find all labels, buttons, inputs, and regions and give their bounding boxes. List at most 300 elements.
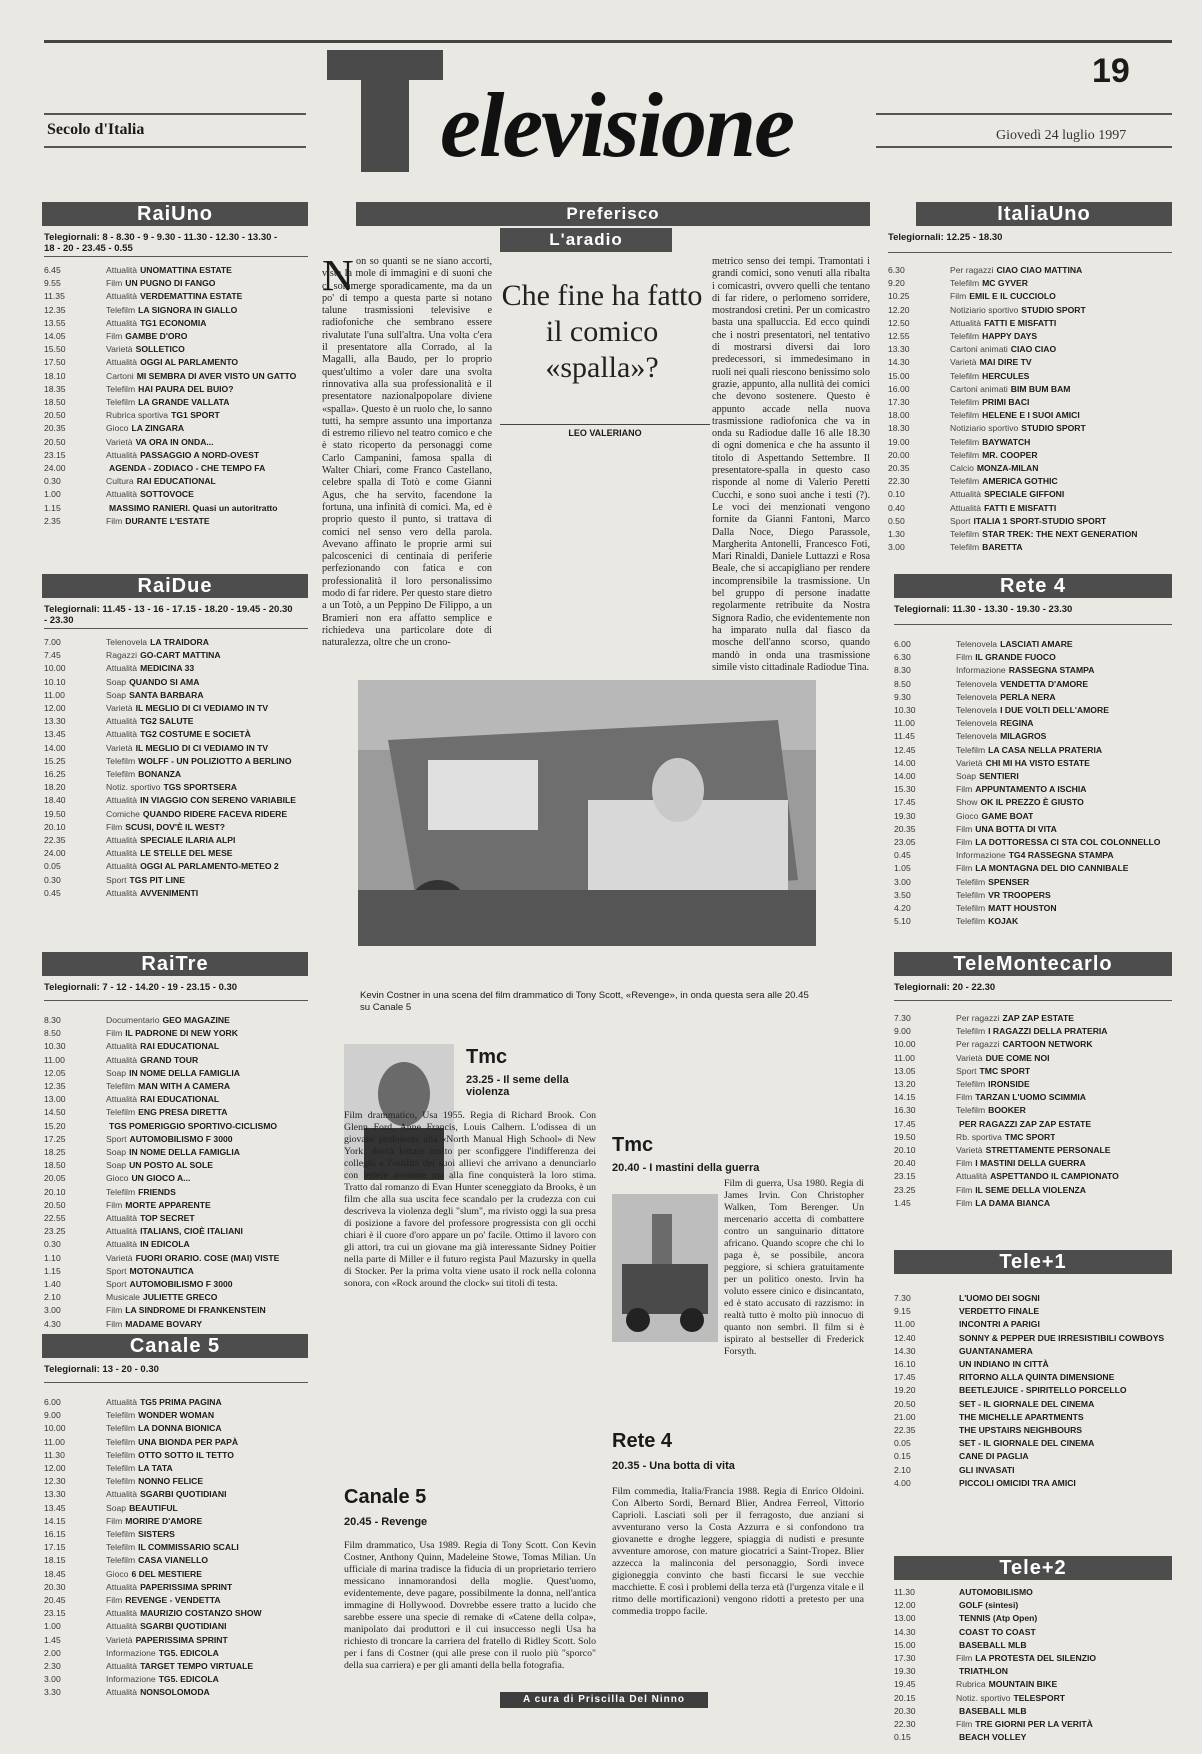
teleplus1-row — [894, 1464, 1172, 1477]
genre: Attualità — [106, 1239, 138, 1250]
time: 1.45 — [44, 1634, 61, 1645]
tmc-tg: Telegiornali: 20 - 22.30 — [894, 982, 996, 993]
genre: Telefilm — [106, 755, 136, 766]
genre: Telefilm — [956, 876, 986, 887]
rete4-row — [894, 810, 1172, 823]
teleplus1-row — [894, 1398, 1172, 1411]
rule — [44, 256, 308, 257]
raidue-row — [44, 636, 308, 649]
italiauno-row — [888, 541, 1172, 554]
rete4-row — [894, 783, 1172, 796]
laradio-header: L'aradio — [500, 228, 672, 252]
time: 19.00 — [888, 436, 910, 447]
genre: Telefilm — [950, 331, 980, 342]
revenge-photo — [358, 680, 816, 946]
genre: Attualità — [106, 861, 138, 872]
italiauno-row — [888, 356, 1172, 369]
genre: Attualità — [106, 663, 138, 674]
genre: Telefilm — [950, 397, 980, 408]
preferisco-column-3: metrico senso dei tempi. Tramontati i grandi comici, sono venuti alla ribalta i comicastri, ovvero quelli che tentano di far ridere, o perlomeno sorridere, mostrandosi cretini. Per un comicastro basta una spalluccia. Ed ecco quindi che i nostri presentatori, nel tentativo di mostrarsi diversi dai loro predecessori, si immedesimano in ruoli nei quali riescono benissimo solo grazie, appunto, alla nullità dei comici che devono sostenere. Questo è appunto accade nella nuova trasmissione radiofonica che va in onda su Radiodue dalle 16 alle 18.30 di ogni domenica e che ha assunto il titolo di Aspettando Settembre. Il presentatore-spalla in questo caso risponde al nome di Valerio Peretti Cucchi, e sono suoi anche i testi (?). Le voci dei menzionati vengono fornite da Gianni Fantoni, Marco Dalla Noce, Diego Parassole, Margherita Antonelli, Francesco Foti, Mari Rinaldi, Daniele Luttazzi e Rosa Beale, che si accapigliano per rendere incomprensibile la trasmissione. Un bel gruppo di persone inadatte regolarmente retribuite da Nostra Signora Radio, che evidentemente non ha imparato nulla dal fiasco da mosche dell'anno scorso, quando mandò in onda una trasmissione simile visto cittadinale Radiodue Tina. — [712, 256, 870, 673]
raidue-row — [44, 755, 308, 768]
time: 0.30 — [44, 476, 61, 487]
time: 13.45 — [44, 729, 66, 740]
teleplus2-header: Tele+2 — [894, 1556, 1172, 1580]
genre: Sport — [106, 1133, 127, 1144]
time: 18.15 — [44, 1555, 66, 1566]
time: 16.25 — [44, 769, 66, 780]
rule — [44, 628, 308, 629]
italiauno-row — [888, 502, 1172, 515]
genre: Varietà — [956, 1052, 983, 1063]
program-title: EMIL E IL CUCCIOLO — [969, 291, 1056, 302]
time: 2.10 — [44, 1292, 61, 1303]
program-title: WONDER WOMAN — [138, 1410, 215, 1421]
program-title: AGENDA - ZODIACO - CHE TEMPO FA — [109, 463, 266, 474]
genre: Telefilm — [106, 1423, 136, 1434]
program-title: UNOMATTINA ESTATE — [140, 265, 232, 275]
canale5-row — [44, 1647, 308, 1660]
genre: Film — [106, 1305, 123, 1316]
time: 0.05 — [894, 1438, 911, 1449]
teleplus2-row — [894, 1731, 1172, 1744]
rule — [894, 624, 1172, 625]
program-title: SPECIALE GIFFONI — [984, 489, 1065, 500]
genre: Film — [956, 1158, 973, 1169]
time: 22.30 — [888, 476, 910, 487]
raiuno-row — [44, 488, 308, 501]
genre: Telefilm — [106, 1449, 136, 1460]
program-title: QUANDO RIDERE FACEVA RIDERE — [142, 808, 288, 819]
raidue-row — [44, 860, 308, 873]
time: 0.30 — [44, 874, 61, 885]
italiauno-row — [888, 290, 1172, 303]
program-title: SONNY & PEPPER DUE IRRESISTIBILI COWBOYS — [959, 1332, 1165, 1343]
raidue-row — [44, 847, 308, 860]
canale5-row — [44, 1673, 308, 1686]
genre: Telenovela — [956, 678, 998, 689]
time: 6.45 — [44, 265, 61, 275]
canale5-header: Canale 5 — [42, 1334, 308, 1358]
canale5-row — [44, 1409, 308, 1422]
time: 1.40 — [44, 1279, 61, 1290]
genre: Film — [106, 1028, 123, 1039]
genre: Varietà — [106, 436, 133, 447]
program-title: CANE DI PAGLIA — [959, 1451, 1029, 1462]
rete4-row — [894, 902, 1172, 915]
time: 1.05 — [894, 863, 911, 874]
program-title: PICCOLI OMICIDI TRA AMICI — [959, 1477, 1076, 1488]
time: 9.55 — [44, 278, 61, 289]
raitre-row — [44, 1080, 308, 1093]
rete4-tg: Telegiornali: 11.30 - 13.30 - 19.30 - 23.30 — [894, 604, 1073, 615]
program-title: SGARBI QUOTIDIANI — [140, 1489, 227, 1500]
tmc-row — [894, 1170, 1172, 1183]
program-title: DURANTE L'ESTATE — [125, 515, 210, 526]
genre: Telenovela — [956, 731, 998, 742]
genre: Gioco — [106, 1173, 129, 1184]
genre: Attualità — [106, 265, 138, 275]
canale5-row — [44, 1422, 308, 1435]
program-title: LA SIGNORA IN GIALLO — [138, 304, 238, 315]
rete4-row — [894, 862, 1172, 875]
time: 17.50 — [44, 357, 66, 368]
italiauno-row — [888, 462, 1172, 475]
time: 3.00 — [894, 876, 911, 887]
genre: Telenovela — [956, 691, 998, 702]
program-title: STAR TREK: THE NEXT GENERATION — [982, 529, 1138, 540]
raiuno-row — [44, 290, 308, 303]
genre: Rubrica — [956, 1679, 986, 1690]
raiuno-row — [44, 462, 308, 475]
program-title: FATTI E MISFATTI — [984, 317, 1057, 328]
italiauno-row — [888, 396, 1172, 409]
canale5-row — [44, 1634, 308, 1647]
program-title: TMC SPORT — [1004, 1131, 1056, 1142]
program-title: PAPERISSIMA SPRINT — [140, 1581, 233, 1592]
genre: Attualità — [106, 1489, 138, 1500]
genre: Film — [106, 1595, 123, 1606]
genre: Calcio — [950, 463, 974, 474]
time: 17.45 — [894, 797, 916, 808]
time: 7.30 — [894, 1013, 911, 1023]
program-title: MC GYVER — [982, 278, 1028, 289]
teleplus2-row — [894, 1665, 1172, 1678]
teleplus2-row — [894, 1599, 1172, 1612]
genre: Sport — [106, 874, 127, 885]
raitre-row — [44, 1054, 308, 1067]
rete4-schedule — [894, 638, 1172, 928]
time: 19.30 — [894, 810, 916, 821]
teleplus2-row — [894, 1612, 1172, 1625]
program-title: GOLF (sintesi) — [959, 1600, 1019, 1611]
raitre-row — [44, 1093, 308, 1106]
genre: Film — [106, 821, 123, 832]
genre: Telefilm — [950, 370, 980, 381]
time: 11.30 — [44, 1449, 65, 1460]
tmc2-title: 20.40 - I mastini della guerra — [612, 1162, 760, 1174]
teleplus1-row — [894, 1424, 1172, 1437]
program-title: ASPETTANDO IL CAMPIONATO — [990, 1171, 1119, 1182]
program-title: GO-CART MATTINA — [140, 650, 221, 661]
teleplus2-row — [894, 1639, 1172, 1652]
program-title: PAPERISSIMA SPRINT — [135, 1634, 228, 1645]
teleplus2-schedule — [894, 1586, 1172, 1744]
genre: Telefilm — [106, 304, 136, 315]
italiauno-row — [888, 277, 1172, 290]
time: 13.05 — [894, 1065, 916, 1076]
title-t-glyph — [327, 50, 443, 172]
time: 13.00 — [894, 1613, 916, 1624]
time: 17.15 — [44, 1542, 66, 1553]
program-title: PER RAGAZZI ZAP ZAP ESTATE — [959, 1118, 1092, 1129]
time: 18.50 — [44, 397, 66, 408]
canale5-row — [44, 1568, 308, 1581]
raitre-row — [44, 1120, 308, 1133]
genre: Attualità — [106, 449, 138, 460]
program-title: TGS PIT LINE — [129, 874, 185, 885]
raiuno-row — [44, 277, 308, 290]
time: 19.50 — [894, 1131, 916, 1142]
raidue-row — [44, 702, 308, 715]
program-title: FUORI ORARIO. COSE (MAI) VISTE — [135, 1252, 280, 1263]
genre: Attualità — [106, 1226, 138, 1237]
time: 14.15 — [44, 1515, 66, 1526]
program-title: IN VIAGGIO CON SERENO VARIABILE — [140, 795, 297, 806]
genre: Telefilm — [106, 769, 136, 780]
program-title: TGS SPORTSERA — [163, 782, 237, 793]
time: 9.00 — [894, 1026, 911, 1037]
rule — [894, 1000, 1172, 1001]
program-title: SISTERS — [138, 1529, 175, 1540]
time: 6.00 — [894, 639, 911, 649]
time: 0.15 — [894, 1451, 911, 1462]
program-title: GEO MAGAZINE — [162, 1015, 230, 1025]
time: 1.15 — [44, 502, 61, 513]
program-title: NONNO FELICE — [138, 1476, 204, 1487]
raitre-tg: Telegiornali: 7 - 12 - 14.20 - 19 - 23.15 - 0.30 — [44, 982, 238, 993]
canale5-row — [44, 1528, 308, 1541]
canale5-row — [44, 1515, 308, 1528]
genre: Sport — [106, 1279, 127, 1290]
genre: Attualità — [106, 1094, 138, 1105]
time: 22.35 — [894, 1425, 916, 1436]
genre: Notiziario sportivo — [950, 304, 1019, 315]
genre: Film — [106, 278, 123, 289]
program-title: CASA VIANELLO — [138, 1555, 209, 1566]
genre: Attualità — [106, 1621, 138, 1632]
time: 5.10 — [894, 916, 911, 927]
tmc1-title: 23.25 - Il seme della violenza — [466, 1074, 569, 1098]
teleplus1-row — [894, 1371, 1172, 1384]
raidue-row — [44, 821, 308, 834]
genre: Documentario — [106, 1015, 160, 1025]
teleplus2-row — [894, 1626, 1172, 1639]
program-title: LA TRAIDORA — [150, 637, 209, 647]
program-title: QUANDO SI AMA — [129, 676, 200, 687]
program-title: OGGI AL PARLAMENTO-METEO 2 — [140, 861, 279, 872]
genre: Telefilm — [106, 1436, 136, 1447]
canale5-row — [44, 1620, 308, 1633]
genre: Film — [950, 291, 967, 302]
program-title: L'UOMO DEI SOGNI — [959, 1293, 1040, 1303]
teleplus1-header: Tele+1 — [894, 1250, 1172, 1274]
program-title: SOTTOVOCE — [140, 489, 194, 500]
genre: Telefilm — [106, 1463, 136, 1474]
genre: Informazione — [106, 1647, 156, 1658]
teleplus1-row — [894, 1477, 1172, 1490]
genre: Sport — [106, 1265, 127, 1276]
program-title: SET - IL GIORNALE DEL CINEMA — [959, 1398, 1095, 1409]
program-title: MAI DIRE TV — [979, 357, 1032, 368]
time: 14.30 — [888, 357, 910, 368]
raitre-row — [44, 1199, 308, 1212]
raidue-row — [44, 887, 308, 900]
program-title: HAI PAURA DEL BUIO? — [138, 383, 234, 394]
raitre-row — [44, 1318, 308, 1331]
raiuno-row — [44, 317, 308, 330]
time: 23.15 — [894, 1171, 916, 1182]
time: 12.00 — [894, 1600, 916, 1611]
raitre-row — [44, 1252, 308, 1265]
canale5-row — [44, 1594, 308, 1607]
program-title: LA MONTAGNA DEL DIO CANNIBALE — [975, 863, 1129, 874]
program-title: TG2 COSTUME E SOCIETÀ — [140, 729, 251, 740]
program-title: LA SINDROME DI FRANKENSTEIN — [125, 1305, 266, 1316]
time: 11.00 — [44, 1054, 65, 1065]
genre: Attualità — [106, 729, 138, 740]
genre: Film — [956, 823, 973, 834]
rule — [44, 1382, 308, 1383]
raidue-row — [44, 808, 308, 821]
raidue-row — [44, 662, 308, 675]
raiuno-row — [44, 356, 308, 369]
time: 6.00 — [44, 1397, 61, 1407]
rete4-row — [894, 836, 1172, 849]
time: 11.00 — [44, 689, 65, 700]
rete4-row — [894, 849, 1172, 862]
italiauno-row — [888, 475, 1172, 488]
time: 14.30 — [894, 1626, 916, 1637]
raidue-tg: Telegiornali: 11.45 - 13 - 16 - 17.15 - 18.20 - 19.45 - 20.30 - 23.30 — [44, 604, 293, 626]
program-title: I DUE VOLTI DELL'AMORE — [1000, 705, 1109, 716]
time: 17.30 — [888, 397, 910, 408]
genre: Varietà — [106, 703, 133, 714]
genre: Attualità — [950, 502, 982, 513]
program-title: RASSEGNA STAMPA — [1008, 665, 1095, 676]
teleplus1-row — [894, 1411, 1172, 1424]
genre: Attualità — [106, 357, 138, 368]
time: 3.00 — [888, 542, 905, 553]
program-title: MORIRE D'AMORE — [125, 1515, 203, 1526]
canale5-row — [44, 1502, 308, 1515]
time: 0.15 — [894, 1732, 911, 1743]
time: 7.00 — [44, 637, 61, 647]
program-title: LA CASA NELLA PRATERIA — [988, 744, 1103, 755]
time: 20.35 — [44, 423, 66, 434]
genre: Telefilm — [956, 903, 986, 914]
time: 2.00 — [44, 1647, 61, 1658]
tmc-row — [894, 1038, 1172, 1051]
genre: Notiziario sportivo — [950, 423, 1019, 434]
raidue-row — [44, 689, 308, 702]
program-title: LA ZINGARA — [131, 423, 185, 434]
time: 10.30 — [894, 705, 916, 716]
genre: Telefilm — [950, 410, 980, 421]
program-title: UN PUGNO DI FANGO — [125, 278, 216, 289]
genre: Telefilm — [956, 1105, 986, 1116]
raiuno-row — [44, 436, 308, 449]
program-title: MEDICINA 33 — [140, 663, 195, 674]
program-title: REVENGE - VENDETTA — [125, 1595, 221, 1606]
canale5-schedule — [44, 1396, 308, 1700]
program-title: IN NOME DELLA FAMIGLIA — [129, 1147, 240, 1158]
raitre-schedule — [44, 1014, 308, 1331]
time: 3.00 — [44, 1674, 61, 1685]
italiauno-row — [888, 449, 1172, 462]
program-title: TG5. EDICOLA — [158, 1674, 219, 1685]
genre: Telefilm — [106, 1476, 136, 1487]
masthead-rule-bottom — [44, 146, 306, 148]
time: 14.00 — [894, 771, 916, 782]
teleplus1-row — [894, 1358, 1172, 1371]
time: 19.20 — [894, 1385, 916, 1396]
italiauno-row — [888, 264, 1172, 277]
program-title: IL PADRONE DI NEW YORK — [125, 1028, 238, 1039]
program-title: LA DONNA BIONICA — [138, 1423, 222, 1434]
genre: Sport — [950, 515, 971, 526]
genre: Varietà — [956, 757, 983, 768]
time: 12.30 — [44, 1476, 66, 1487]
time: 12.45 — [894, 744, 916, 755]
genre: Telefilm — [956, 1026, 986, 1037]
program-title: SGARBI QUOTIDIANI — [140, 1621, 227, 1632]
time: 24.00 — [44, 848, 66, 859]
time: 14.30 — [894, 1345, 916, 1356]
genre: Telefilm — [106, 383, 136, 394]
program-title: UN INDIANO IN CITTÀ — [959, 1359, 1049, 1370]
time: 0.40 — [888, 502, 905, 513]
program-title: I MASTINI DELLA GUERRA — [975, 1158, 1086, 1169]
program-title: REGINA — [1000, 718, 1034, 729]
genre: Telefilm — [106, 1542, 136, 1553]
raiuno-row — [44, 264, 308, 277]
date: Giovedì 24 luglio 1997 — [996, 128, 1127, 143]
program-title: RAI EDUCATIONAL — [136, 476, 216, 487]
genre: Telefilm — [950, 529, 980, 540]
program-title: NONSOLOMODA — [140, 1687, 210, 1698]
time: 4.00 — [894, 1477, 911, 1488]
canale5-row — [44, 1475, 308, 1488]
time: 20.50 — [44, 436, 66, 447]
rete4-row — [894, 678, 1172, 691]
genre: Attualità — [106, 291, 138, 302]
time: 18.40 — [44, 795, 66, 806]
genre: Informazione — [956, 850, 1006, 861]
raitre-row — [44, 1238, 308, 1251]
genre: Per ragazzi — [950, 265, 994, 275]
program-title: FATTI E MISFATTI — [984, 502, 1057, 513]
genre: Telefilm — [956, 916, 986, 927]
program-title: BONANZA — [138, 769, 182, 780]
program-title: SPENSER — [988, 876, 1030, 887]
genre: Notiz. sportivo — [106, 782, 161, 793]
canale5-row — [44, 1396, 308, 1409]
program-title: INCONTRI A PARIGI — [959, 1319, 1040, 1330]
program-title: IL MEGLIO DI CI VEDIAMO IN TV — [135, 742, 269, 753]
program-title: TENNIS (Atp Open) — [959, 1613, 1038, 1624]
program-title: LE STELLE DEL MESE — [140, 848, 233, 859]
program-title: SCUSI, DOV'È IL WEST? — [125, 821, 226, 832]
genre: Film — [106, 1199, 123, 1210]
time: 0.05 — [44, 861, 61, 872]
program-title: GAME BOAT — [981, 810, 1034, 821]
time: 13.45 — [44, 1502, 66, 1513]
genre: Attualità — [950, 317, 982, 328]
genre: Film — [956, 652, 973, 663]
genre: Soap — [106, 1502, 127, 1513]
genre: Attualità — [106, 489, 138, 500]
program-title: TRE GIORNI PER LA VERITÀ — [975, 1719, 1093, 1730]
genre: Attualità — [106, 1041, 138, 1052]
genre: Show — [956, 797, 978, 808]
time: 20.35 — [888, 463, 910, 474]
canale5-row — [44, 1686, 308, 1699]
credit: A cura di Priscilla Del Ninno — [500, 1692, 708, 1708]
program-title: MR. COOPER — [982, 449, 1038, 460]
genre: Film — [956, 1653, 973, 1664]
time: 8.30 — [894, 665, 911, 676]
genre: Film — [106, 515, 123, 526]
